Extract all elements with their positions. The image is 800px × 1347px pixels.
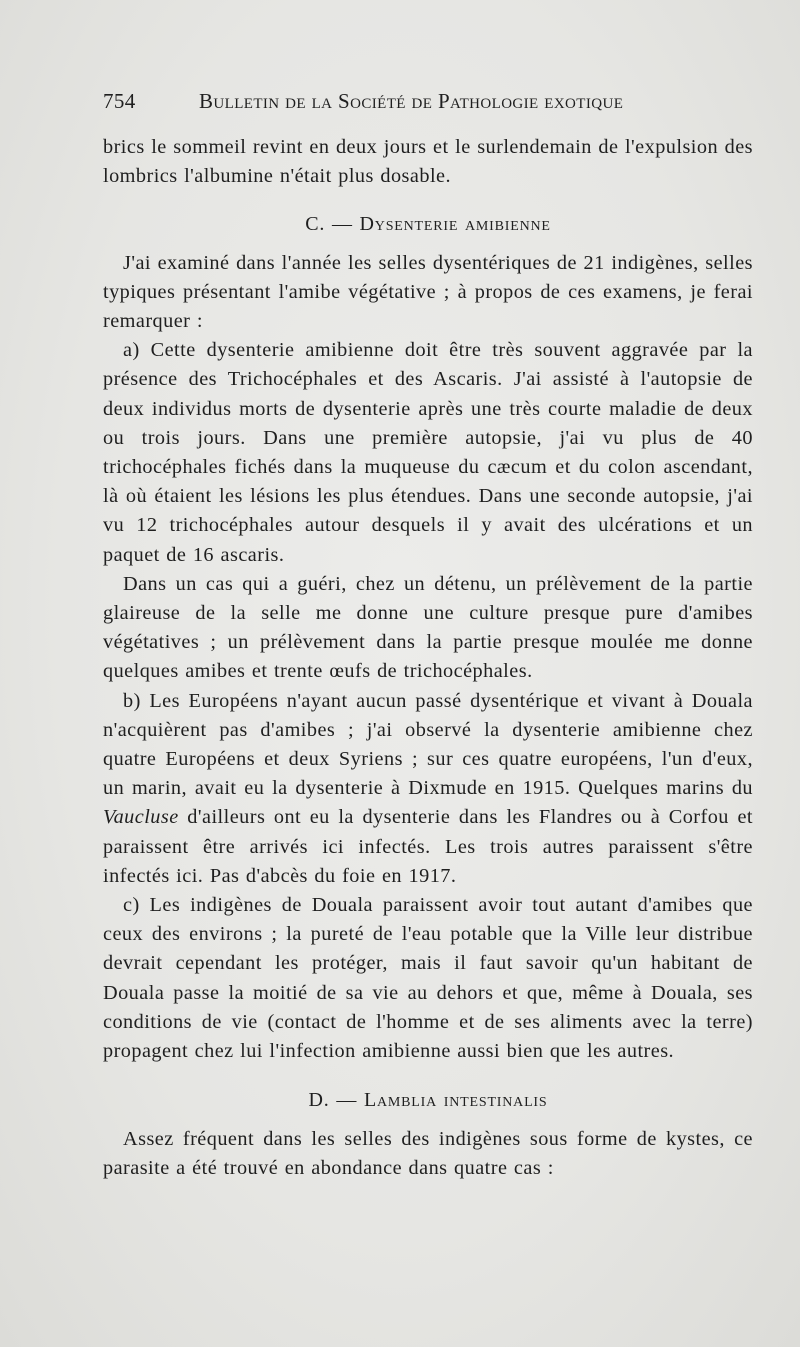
- paragraph-b-part2: d'ailleurs ont eu la dysenterie dans les Flandres ou à Corfou et paraissent être arrivés ici infectés. Les trois autres paraissent s'être infectés ici. Pas d'abcès du foie en 1917.: [103, 806, 753, 887]
- paragraph-intro: J'ai examiné dans l'année les selles dysentériques de 21 indigènes, selles typiques présentant l'amibe végétative ; à propos de ces examens, je ferai remarquer :: [103, 251, 753, 333]
- paragraph-a: a) Cette dysenterie amibienne doit être très souvent aggravée par la présence des Trichocéphales et des Ascaris. J'ai assisté à l'autopsie de deux individus morts de dysenterie après une très courte maladie de deux ou trois jours. Dans une première autopsie, j'ai vu plus de 40 trichocéphales fichés dans la muqueuse du cæcum et du colon ascendant, là où étaient les lésions les plus étendues. Dans une seconde autopsie, j'ai vu 12 trichocéphales autour desquels il y avait des ulcérations et un paquet de 16 ascaris.: [103, 339, 753, 566]
- paragraph-c: c) Les indigènes de Douala paraissent avoir tout autant d'amibes que ceux des environs ; la pureté de l'eau potable que la Ville leur distribue devrait cependant les protéger, mais il faut savoir qu'un habitant de Douala passe la moitié de sa vie au dehors et que, même à Douala, ses conditions de vie (contact de l'homme et de ses aliments avec la terre) propagent chez lui l'infection amibienne aussi bien que les autres.: [103, 894, 753, 1063]
- section-heading-d: D. — Lamblia intestinalis: [308, 1089, 548, 1112]
- paragraph-lamblia: Assez fréquent dans les selles des indigènes sous forme de kystes, ce parasite a été trouvé en abondance dans quatre cas :: [103, 1127, 753, 1179]
- ship-name: Vaucluse: [103, 806, 179, 829]
- page-header: [103, 86, 753, 116]
- body-text: [103, 133, 753, 1183]
- paragraph-case: Dans un cas qui a guéri, chez un détenu, un prélèvement de la partie glaireuse de la selle me donne une culture presque pure d'amibes végétatives ; un prélèvement dans la partie presque moulée me donne quelques amibes et trente œufs de trichocéphales.: [103, 572, 753, 683]
- section-heading-c: C. — Dysenterie amibienne: [305, 213, 551, 236]
- paragraph-b: [103, 687, 753, 891]
- running-head: Bulletin de la Société de Pathologie exotique: [199, 89, 624, 113]
- paragraph-continuation: brics le sommeil revint en deux jours et le surlendemain de l'expulsion des lombrics l'albumine n'était plus dosable.: [103, 136, 753, 188]
- page-number: 754: [103, 89, 136, 113]
- paragraph-b-part1: b) Les Européens n'ayant aucun passé dysentérique et vivant à Douala n'acquièrent pas d'amibes ; j'ai observé la dysenterie amibienne chez quatre Européens et deux Syriens ; sur ces quatre européens, l'un d'eux, un marin, avait eu la dysenterie à Dixmude en 1915. Quelques marins du: [103, 689, 753, 800]
